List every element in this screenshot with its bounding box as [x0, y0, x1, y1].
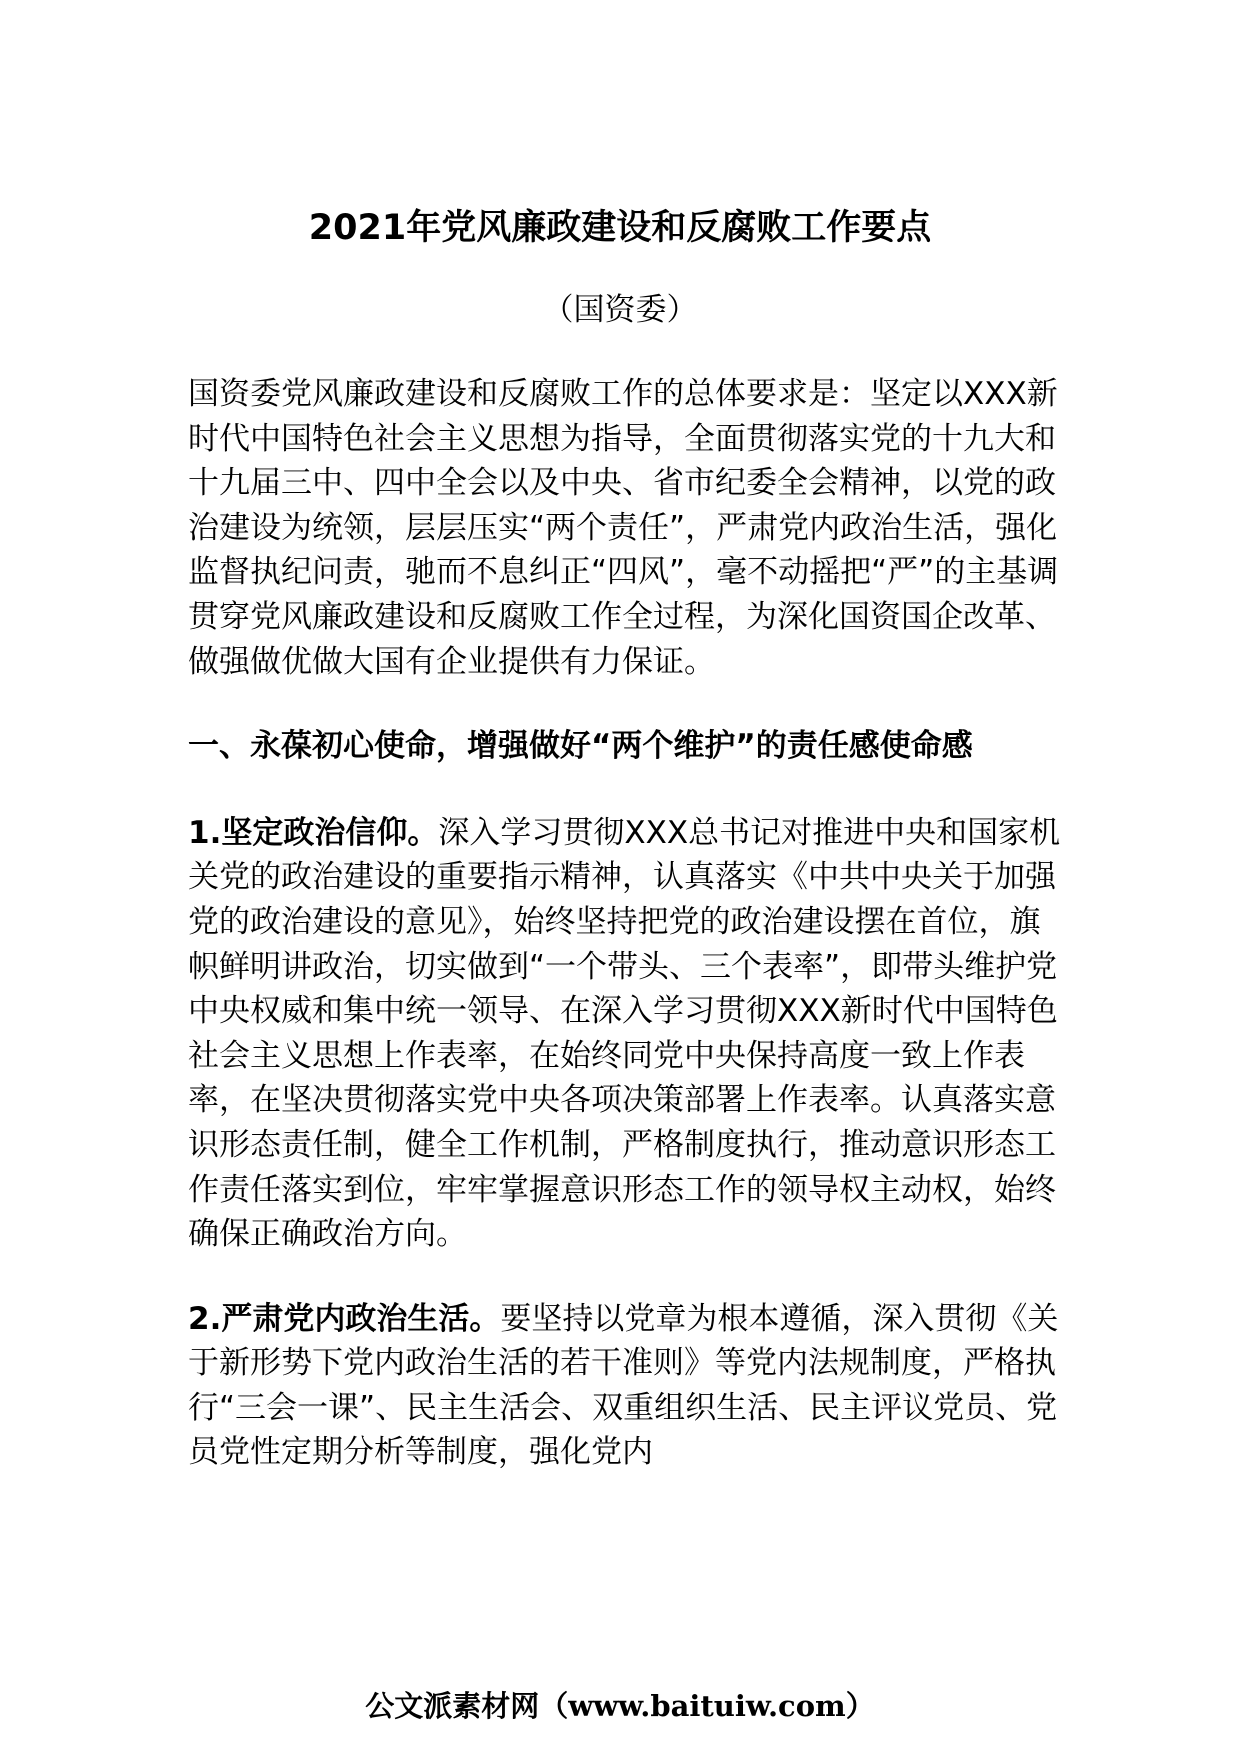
section-heading-1: 一、永葆初心使命，增强做好“两个维护”的责任感使命感: [188, 728, 973, 765]
item-2-lead: 2.严肃党内政治生活。: [188, 1300, 501, 1337]
footer-watermark: 公文派素材网（www.baituiw.com）: [365, 1689, 875, 1723]
item-2-paragraph: [188, 1297, 1068, 1475]
item-1-paragraph: [188, 811, 1068, 1257]
document-title: 2021年党风廉政建设和反腐败工作要点: [308, 208, 932, 248]
item-1-lead: 1.坚定政治信仰。: [188, 814, 439, 851]
intro-paragraph: 国资委党风廉政建设和反腐败工作的总体要求是：坚定以XXX新时代中国特色社会主义思想为指导，全面贯彻落实党的十九大和十九届三中、四中全会以及中央、省市纪委全会精神，以党的政治建设为统领，层层压实“两个责任”，严肃党内政治生活，强化监督执纪问责，驰而不息纠正“四风”，毫不动摇把“严”的主基调贯穿党风廉政建设和反腐败工作全过程，为深化国资国企改革、做强做优做大国有企业提供有力保证。: [188, 376, 1059, 680]
item-2-text: 要坚持以党章为根本遵循，深入贯彻《关于新形势下党内政治生活的若干准则》等党内法规制度，严格执行“三会一课”、民主生活会、双重组织生活、民主评议党员、党员党性定期分析等制度，强化党内: [188, 1300, 1059, 1471]
item-1-text: 深入学习贯彻XXX总书记对推进中央和国家机关党的政治建设的重要指示精神，认真落实《中共中央关于加强党的政治建设的意见》，始终坚持把党的政治建设摆在首位，旗帜鲜明讲政治，切实做到“一个带头、三个表率”，即带头维护党中央权威和集中统一领导、在深入学习贯彻XXX新时代中国特色社会主义思想上作表率，在始终同党中央保持高度一致上作表率，在坚决贯彻落实党中央各项决策部署上作表率。认真落实意识形态责任制，健全工作机制，严格制度执行，推动意识形态工作责任落实到位，牢牢掌握意识形态工作的领导权主动权，始终确保正确政治方向。: [188, 814, 1061, 1253]
document-body: [188, 372, 1068, 1515]
document-subtitle: （国资委）: [542, 292, 698, 328]
